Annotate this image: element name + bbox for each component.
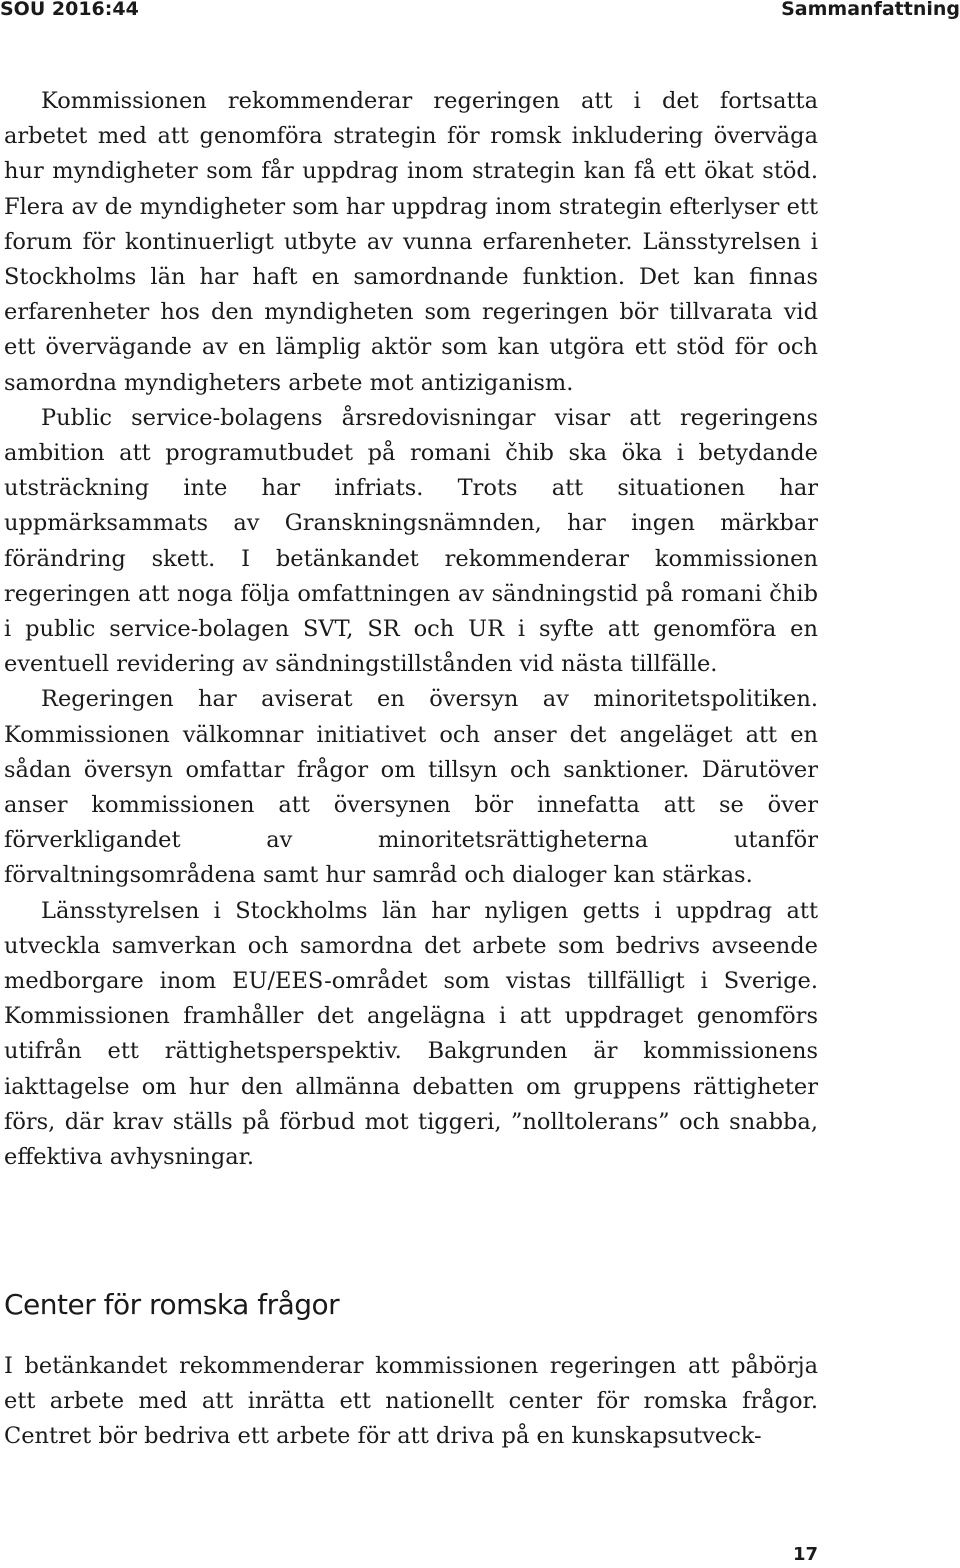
running-header-chapter: Sammanfattning (781, 0, 960, 20)
paragraph: Public service-bolagens årsredovisningar visar att regeringens ambition att programutbudet på romani čhib ska öka i betydande utsträckning inte har infriats. Trots att situationen har uppmärksammats av Granskningsnämnden, har ingen märkbar förändring skett. I betänkandet rekommenderar kommissionen regeringen att noga följa omfattningen av sändningstid på romani čhib i public service-bolagen SVT, SR och UR i syfte att genomföra en eventuell revidering av sändningstillstånden vid nästa tillfälle. (4, 404, 818, 678)
running-header-document-id: SOU 2016:44 (0, 0, 139, 20)
main-text-block (4, 84, 818, 1175)
paragraph: Regeringen har aviserat en översyn av minoritetspolitiken. Kommissionen välkomnar initiativet och anser det angeläget att en sådan översyn omfattar frågor om tillsyn och sanktioner. Därutöver anser kommissionen att översynen bör innefatta att se över förverkligandet av minoritetsrättigheterna utanför förvaltningsområdena samt hur samråd och dialoger kan stärkas. (4, 686, 818, 889)
paragraph: Länsstyrelsen i Stockholms län har nyligen getts i uppdrag att utveckla samverkan och samordna det arbete som bedrivs avseende medborgare inom EU/EES-området som vistas tillfälligt i Sverige. Kommissionen framhåller det angelägna i att uppdraget genomförs utifrån ett rättighetsperspektiv. Bakgrunden är kommissionens iakttagelse om hur den allmänna debatten om gruppens rättigheter förs, där krav ställs på förbud mot tiggeri, ”nolltolerans” och snabba, effektiva avhysningar. (4, 897, 818, 1171)
page-number: 17 (792, 1544, 818, 1565)
paragraph: I betänkandet rekommenderar kommissionen regeringen att påbörja ett arbete med att inrätta ett nationellt center för romska frågor. Centret bör bedriva ett arbete för att driva på en kunskapsutveck- (4, 1353, 818, 1450)
section-text-block (4, 1349, 818, 1455)
section-heading: Center för romska frågor (4, 1288, 340, 1321)
paragraph: Kommissionen rekommenderar regeringen att i det fortsatta arbetet med att genomföra strategin för romsk inkludering överväga hur myndigheter som får uppdrag inom strategin kan få ett ökat stöd. Flera av de myndigheter som har uppdrag inom strategin efterlyser ett forum för kontinuerligt utbyte av vunna erfarenheter. Länsstyrelsen i Stockholms län har haft en samordnande funktion. Det kan finnas erfarenheter hos den myndigheten som regeringen bör tillvarata vid ett övervägande av en lämplig aktör som kan utgöra ett stöd för och samordna myndigheters arbete mot antiziganism. (4, 88, 818, 396)
